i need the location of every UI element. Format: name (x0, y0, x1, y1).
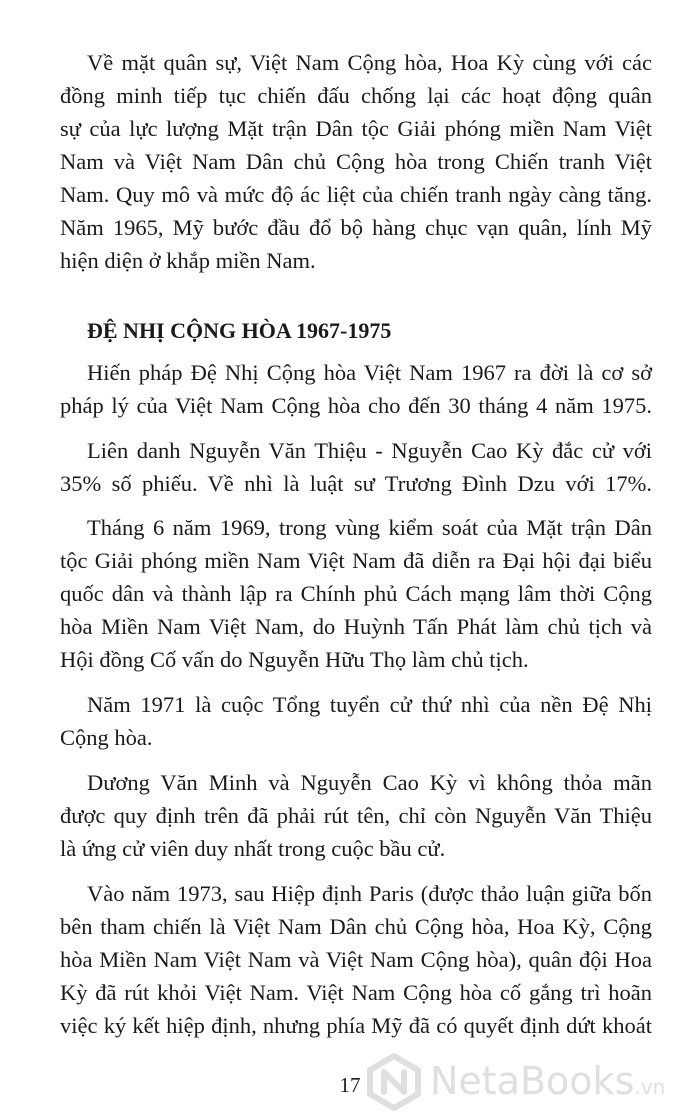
paragraph-7-line-1: Vào năm 1973, sau Hiệp định Paris (được thảo luận giữa bốn (87, 881, 652, 906)
paragraph-6-line-2: được quy định trên đã phải rút tên, chỉ còn Nguyễn Văn Thiệu (60, 803, 652, 828)
paragraph-1-line-1: Về mặt quân sự, Việt Nam Cộng hòa, Hoa Kỳ cùng với các (87, 50, 652, 75)
paragraph-7-line-5: việc ký kết hiệp định, nhưng phía Mỹ đã có quyết định dứt khoát (60, 1013, 652, 1038)
watermark-brand: NetaBooks (430, 1059, 635, 1103)
paragraph-6-line-1: Dương Văn Minh và Nguyễn Cao Kỳ vì không thỏa mãn (87, 770, 652, 795)
section-heading: ĐỆ NHỊ CỘNG HÒA 1967-1975 (87, 318, 392, 343)
paragraph-5-line-1: Năm 1971 là cuộc Tổng tuyển cử thứ nhì của nền Đệ Nhị (87, 692, 652, 717)
paragraph-2-line-2: pháp lý của Việt Nam Cộng hòa cho đến 30 tháng 4 năm 1975. (60, 393, 652, 418)
paragraph-4-line-1: Tháng 6 năm 1969, trong vùng kiểm soát của Mặt trận Dân (87, 515, 652, 540)
page-number: 17 (339, 1073, 361, 1097)
netabooks-logo-icon (364, 1052, 424, 1112)
paragraph-4-line-2: tộc Giải phóng miền Nam Việt Nam đã diễn ra Đại hội đại biểu (60, 548, 652, 573)
paragraph-5-line-2: Cộng hòa. (60, 725, 153, 750)
paragraph-4-line-5: Hội đồng Cố vấn do Nguyễn Hữu Thọ làm chủ tịch. (60, 647, 529, 672)
watermark-suffix: .vn (634, 1075, 666, 1099)
paragraph-1-line-7: hiện diện ở khắp miền Nam. (60, 248, 316, 273)
paragraph-1-line-6: Năm 1965, Mỹ bước đầu đổ bộ hàng chục vạn quân, lính Mỹ (60, 215, 652, 240)
paragraph-3-line-1: Liên danh Nguyễn Văn Thiệu - Nguyễn Cao Kỳ đắc cử với (87, 438, 652, 463)
paragraph-4-line-4: hòa Miền Nam Việt Nam, do Huỳnh Tấn Phát làm chủ tịch và (60, 614, 652, 639)
paragraph-1-line-3: sự của lực lượng Mặt trận Dân tộc Giải phóng miền Nam Việt (60, 116, 652, 141)
paragraph-2-line-1: Hiến pháp Đệ Nhị Cộng hòa Việt Nam 1967 ra đời là cơ sở (87, 360, 652, 385)
paragraph-6-line-3: là ứng cử viên duy nhất trong cuộc bầu cử. (60, 836, 446, 861)
paragraph-4-line-3: quốc dân và thành lập ra Chính phủ Cách mạng lâm thời Cộng (60, 581, 652, 606)
netabooks-watermark (364, 1052, 694, 1112)
paragraph-7-line-3: hòa Miền Nam Việt Nam và Việt Nam Cộng hòa), quân đội Hoa (60, 947, 652, 972)
watermark-text (430, 1058, 665, 1110)
paragraph-1-line-2: đồng minh tiếp tục chiến đấu chống lại các hoạt động quân (60, 83, 652, 108)
paragraph-3-line-2: 35% số phiếu. Về nhì là luật sư Trương Đình Dzu với 17%. (60, 471, 652, 496)
paragraph-1-line-5: Nam. Quy mô và mức độ ác liệt của chiến tranh ngày càng tăng. (60, 182, 652, 207)
paragraph-1-line-4: Nam và Việt Nam Dân chủ Cộng hòa trong Chiến tranh Việt (60, 149, 652, 174)
paragraph-7-line-4: Kỳ đã rút khỏi Việt Nam. Việt Nam Cộng hòa cố gắng trì hoãn (60, 980, 652, 1005)
paragraph-7-line-2: bên tham chiến là Việt Nam Dân chủ Cộng hòa, Hoa Kỳ, Cộng (60, 914, 652, 939)
